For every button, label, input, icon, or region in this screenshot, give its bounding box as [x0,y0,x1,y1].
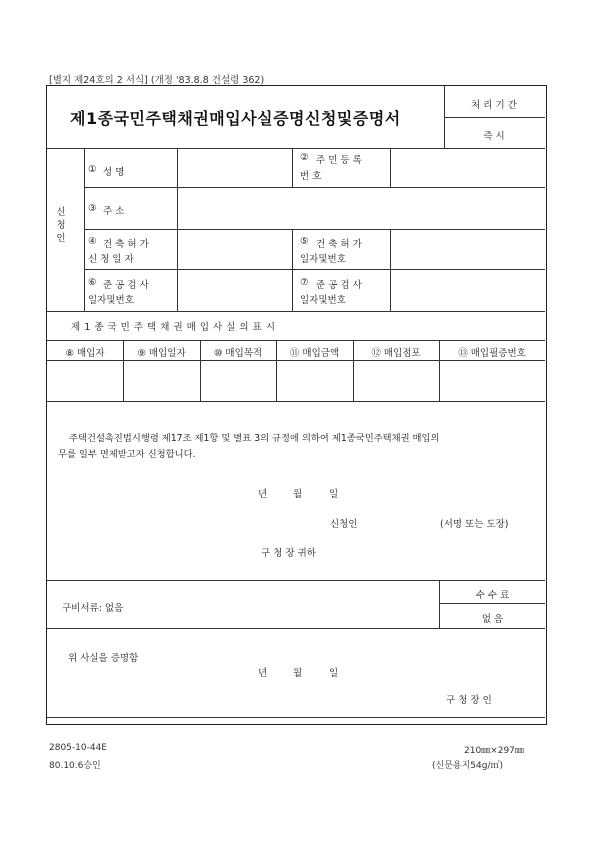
addressee: 구 청 장 귀하 [261,548,316,559]
application-date-year: 년 [258,489,268,500]
field-label-permit-date-line2: 일자및번호 [300,254,346,265]
form-header-note: [별지 제24호의 2 서식] (개정 '83.8.8 건설령 362) [49,75,265,86]
address-input[interactable] [178,189,545,227]
field-label-address: 주 소 [103,206,125,217]
statement-line-1: 주택건설촉진법시행령 제17조 제1항 및 별표 3의 규정에 의하여 제1종국민주택채권 매입의 [69,433,440,444]
completion-inspection-input[interactable] [178,270,291,310]
certify-date-month: 월 [293,668,303,679]
fee-value: 없 음 [481,614,504,625]
field-label-rrn-line1: 주 민 등 록 [316,155,362,166]
field-label-completion-date-line2: 일자및번호 [300,295,346,306]
required-documents: 구비서류: 없음 [62,603,124,614]
certificate-number-cell[interactable] [439,361,545,400]
completion-date-number-input[interactable] [391,270,545,310]
name-input[interactable] [178,150,291,186]
purchase-date-cell[interactable] [123,361,200,400]
paper-spec: (신문용지54g/㎡) [432,761,503,771]
col-purchase-purpose: ⑩ 매입목적 [213,348,263,359]
col-certificate-number: ⑬ 매입필증번호 [458,348,526,359]
purchase-amount-cell[interactable] [276,361,353,400]
application-date-month: 월 [293,489,303,500]
col-purchase-amount: ⑪ 매입금액 [289,348,340,359]
field-num-name: ① [88,164,97,175]
rrn-input[interactable] [391,150,545,186]
form-code: 2805-10-44E [49,743,107,753]
col-purchase-date: ⑨ 매입일자 [137,348,186,359]
certifier: 구 청 장 인 [446,695,492,706]
field-num-rrn: ② [300,152,309,163]
certify-date-day: 일 [329,668,339,679]
col-purchaser: ⑧ 매입자 [65,348,105,359]
field-num-address: ③ [88,203,97,214]
field-label-completion-date-line1: 준 공 검 사 [316,280,362,291]
certify-text: 위 사실을 증명함 [68,653,139,664]
paper-size: 210㎜×297㎜ [464,746,524,756]
purchase-purpose-cell[interactable] [200,361,276,400]
processing-period-value: 즉 시 [483,131,505,142]
permit-application-date-input[interactable] [178,229,291,269]
certify-date-year: 년 [258,668,268,679]
col-purchase-branch: ⑫ 매입점포 [371,348,421,359]
applicant-side-label: 신 청 인 [56,207,66,244]
applicant-sign-label: 신청인 [330,519,358,530]
purchase-branch-cell[interactable] [353,361,439,400]
field-num-completion: ⑥ [88,277,97,288]
form-title: 제1종국민주택채권매입사실증명신청및증명서 [70,109,401,128]
field-num-permit: ④ [88,236,97,247]
fee-label: 수 수 료 [475,590,510,601]
purchaser-cell[interactable] [47,361,123,400]
sign-note: (서명 또는 도장) [440,519,509,530]
permit-date-number-input[interactable] [391,229,545,269]
purchase-section-title: 제 1 종 국 민 주 택 채 권 매 입 사 실 의 표 시 [71,322,276,333]
statement-line-2: 무를 일부 면제받고자 신청합니다. [58,449,196,460]
field-label-completion-line1: 준 공 검 사 [103,280,149,291]
field-label-permit-line1: 건 축 허 가 [103,239,149,250]
approval-date: 80.10.6승인 [49,761,101,771]
application-date-day: 일 [329,489,339,500]
field-label-rrn-line2: 번 호 [300,171,322,182]
field-label-permit-date-line1: 건 축 허 가 [316,239,362,250]
processing-period-label: 처 리 기 간 [471,100,517,111]
field-label-permit-line2: 신 청 일 자 [88,254,134,265]
field-num-completion-date: ⑦ [300,277,309,288]
field-num-permit-date: ⑤ [300,236,309,247]
field-label-completion-line2: 일자및번호 [88,295,134,306]
field-label-name: 성 명 [103,167,125,178]
